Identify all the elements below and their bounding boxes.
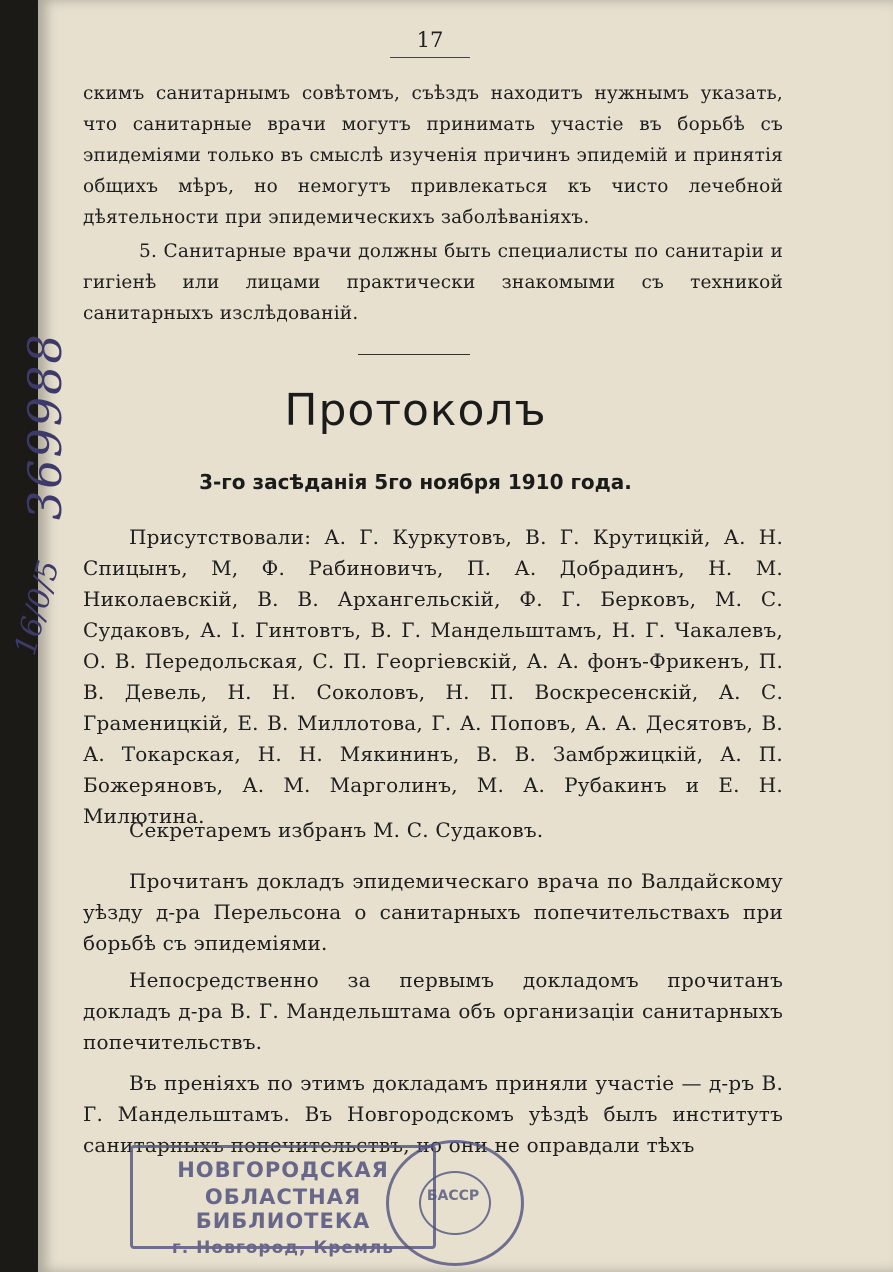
- report-2-paragraph: Непосредственно за первымъ докладомъ прочитанъ докладъ д-ра В. Г. Мандельштама объ организаціи санитарныхъ попечительствъ.: [83, 968, 783, 1054]
- margin-note-small: 16/0/5: [8, 556, 67, 660]
- page-number: 17: [416, 28, 444, 52]
- debate-paragraph: Въ преніяхъ по этимъ докладамъ приняли участіе — д-ръ В. Г. Мандельштамъ. Въ Новгородскомъ уѣздѣ былъ институтъ санитарныхъ попечительствъ, но они не оправдали тѣхъ: [83, 1071, 783, 1157]
- page-number-rule: [390, 57, 470, 58]
- stamp-line-1: НОВГОРОДСКАЯ: [177, 1158, 389, 1182]
- document-title: Протоколъ: [284, 385, 547, 436]
- report-1-paragraph: Прочитанъ докладъ эпидемическаго врача по Валдайскому уѣзду д-ра Перельсона о санитарныхъ попечительствахъ при борьбѣ съ эпидеміями.: [83, 869, 783, 955]
- section-divider: [358, 354, 470, 355]
- secretary-paragraph: Секретаремъ избранъ М. С. Судаковъ.: [129, 818, 544, 842]
- round-library-stamp: [386, 1140, 524, 1266]
- inventory-number: 369988: [18, 332, 72, 520]
- paragraph-1: скимъ санитарнымъ совѣтомъ, съѣздъ находитъ нужнымъ указать, что санитарные врачи могутъ принимать участіе въ борьбѣ съ эпидеміями только въ смыслѣ изученія причинъ эпидемій и принятія общихъ мѣръ, но немогутъ привлекаться къ чисто лечебной дѣятельности при эпидемическихъ заболѣваніяхъ.: [83, 83, 783, 228]
- paragraph-2: 5. Санитарные врачи должны быть специалисты по санитаріи и гигіенѣ или лицами практически знакомыми съ техникой санитарныхъ изслѣдованій.: [83, 241, 783, 324]
- attendees-paragraph: Присутствовали: А. Г. Куркутовъ, В. Г. Крутицкій, А. Н. Спицынъ, М, Ф. Рабиновичъ, П. А. Добрадинъ, Н. М. Николаевскій, В. В. Архангельскій, Ф. Г. Берковъ, М. С. Судаковъ, А. І. Гинтовтъ, В. Г. Мандельштамъ, Н. Г. Чакалевъ, О. В. Передольская, С. П. Георгіевскій, А. А. фонъ-Фрикенъ, П. В. Девель, Н. Н. Соколовъ, Н. П. Воскресенскій, А. С. Граменицкій, Е. В. Миллотова, Г. А. Поповъ, А. А. Десятовъ, В. А. Токарская, Н. Н. Мякининъ, В. В. Замбржицкій, А. П. Божеряновъ, А. М. Марголинъ, М. А. Рубакинъ и Е. Н. Милютина.: [83, 525, 783, 828]
- session-subtitle: 3-го засѣданія 5го ноября 1910 года.: [199, 470, 632, 494]
- document-page: [38, 0, 893, 1272]
- stamp-line-2: ОБЛАСТНАЯ БИБЛИОТЕКА: [195, 1185, 371, 1233]
- stamp-line-3: г. Новгород, Кремль: [171, 1238, 395, 1258]
- round-stamp-center: БАССР: [426, 1188, 480, 1204]
